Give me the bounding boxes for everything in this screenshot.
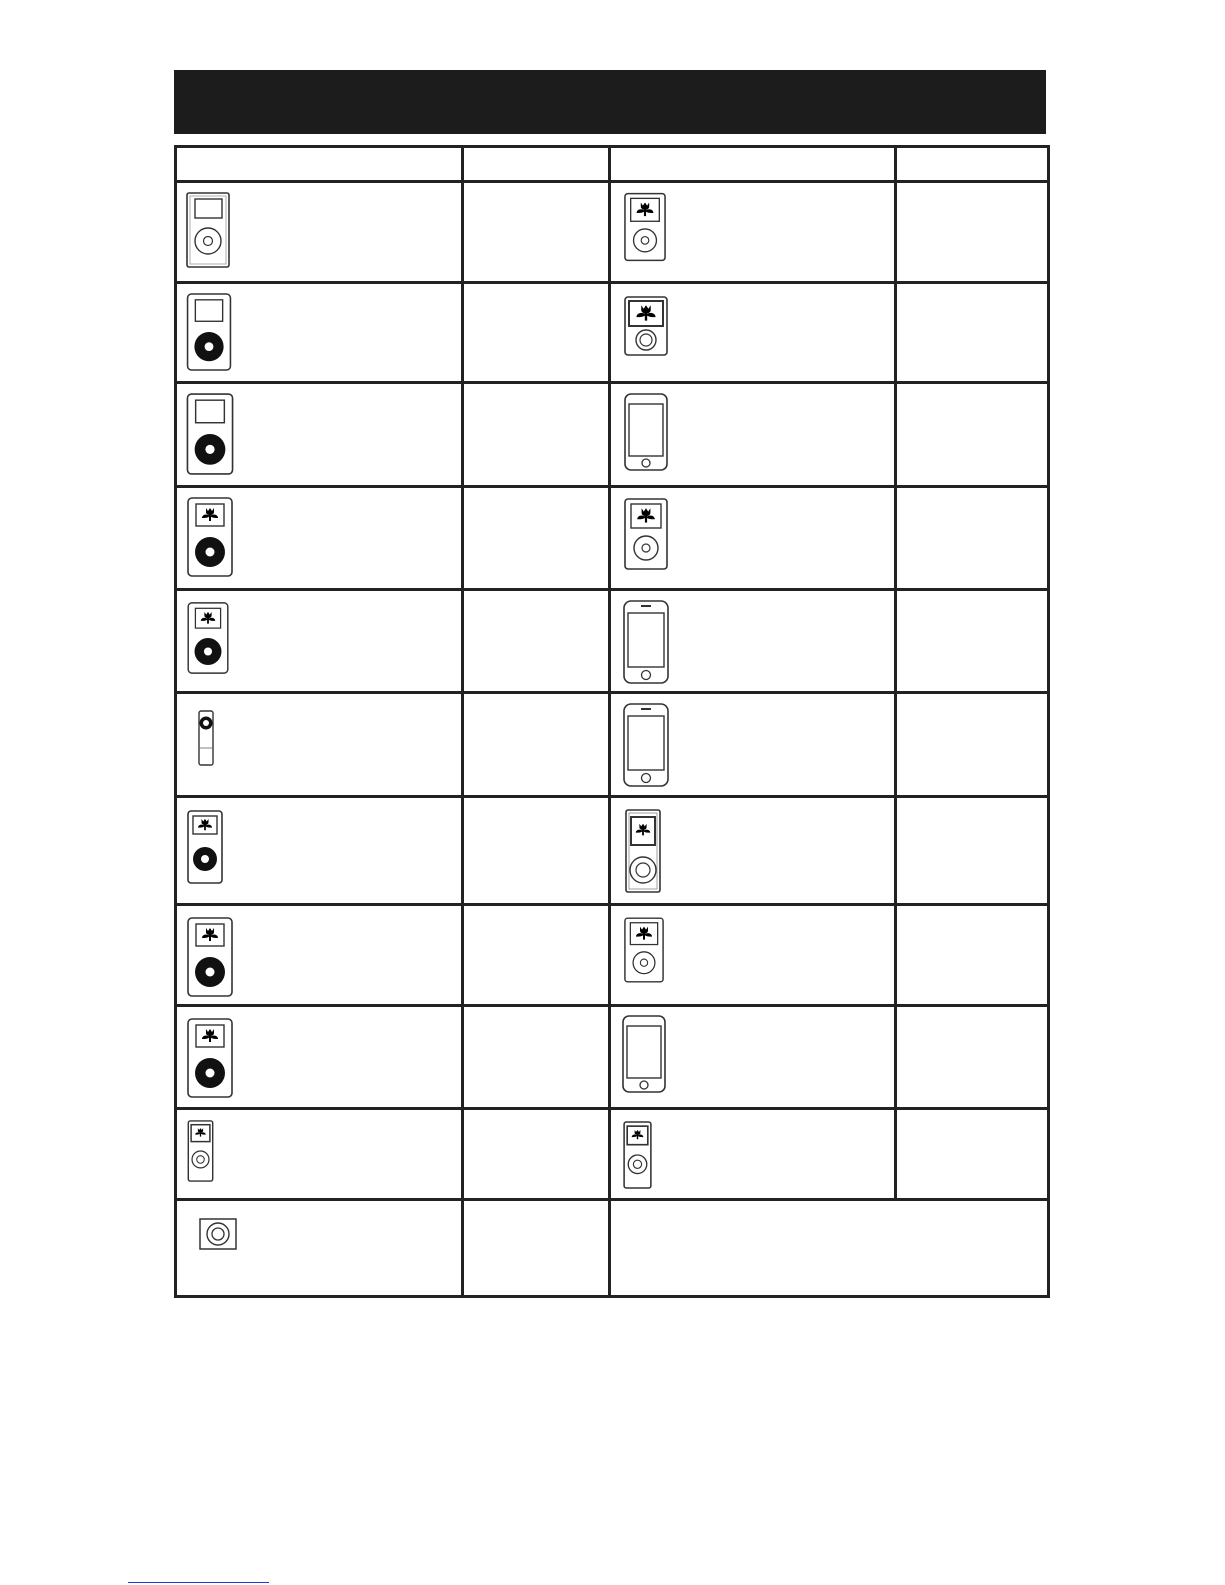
model-value bbox=[897, 591, 1047, 607]
table-row bbox=[176, 182, 1049, 283]
ipod-classic-black-wheel-icon bbox=[186, 293, 232, 371]
ipod-touch-icon bbox=[622, 1015, 666, 1093]
model-label bbox=[234, 1007, 250, 1023]
header-value-right bbox=[896, 147, 1049, 182]
header-label bbox=[897, 148, 1047, 164]
ipod-photo-black-wheel-icon bbox=[186, 497, 234, 577]
page-title-bar bbox=[174, 70, 1046, 134]
table-row bbox=[176, 797, 1049, 905]
model-label bbox=[237, 1201, 253, 1217]
model-label bbox=[668, 284, 684, 300]
model-value bbox=[897, 694, 1047, 710]
header-value-left bbox=[463, 147, 610, 182]
model-label bbox=[666, 1007, 682, 1023]
table-row bbox=[176, 487, 1049, 590]
model-label bbox=[664, 906, 680, 922]
model-label bbox=[214, 1110, 230, 1126]
model-value bbox=[897, 488, 1047, 504]
model-label bbox=[234, 384, 250, 400]
ipod-nano-flower-screen-icon bbox=[624, 917, 664, 983]
header-label bbox=[177, 148, 461, 164]
table-row bbox=[176, 283, 1049, 383]
model-label bbox=[669, 591, 685, 607]
ipod-nano-flower-screen-icon bbox=[624, 497, 668, 571]
header-model-left bbox=[176, 147, 463, 182]
table-row bbox=[176, 905, 1049, 1006]
ipod-nano-tall-flower-icon bbox=[625, 809, 661, 893]
table-row bbox=[176, 1200, 1049, 1297]
model-label bbox=[215, 694, 231, 710]
model-label bbox=[669, 694, 685, 710]
model-label bbox=[666, 183, 682, 199]
footer-link-underline bbox=[128, 1582, 269, 1583]
model-label bbox=[234, 488, 250, 504]
ipod-nano-square-flower-icon bbox=[624, 296, 668, 356]
model-label bbox=[223, 798, 239, 814]
model-value bbox=[897, 183, 1047, 199]
model-value bbox=[897, 1007, 1047, 1023]
table-row bbox=[176, 693, 1049, 797]
model-value bbox=[464, 591, 608, 607]
model-label bbox=[668, 488, 684, 504]
model-value bbox=[464, 284, 608, 300]
model-value bbox=[464, 384, 608, 400]
model-value bbox=[464, 488, 608, 504]
model-value bbox=[897, 798, 1047, 814]
ipod-nano-flower-screen-icon bbox=[624, 192, 666, 262]
ipod-photo-black-wheel-icon bbox=[186, 1018, 234, 1098]
ipod-touch-icon bbox=[624, 393, 668, 471]
model-value bbox=[897, 1110, 1047, 1126]
header-label bbox=[464, 148, 608, 164]
model-label bbox=[234, 906, 250, 922]
model-label bbox=[230, 183, 246, 199]
header-model-right bbox=[610, 147, 896, 182]
compatibility-table bbox=[174, 145, 1050, 1298]
table-row bbox=[176, 1109, 1049, 1200]
model-value bbox=[464, 906, 608, 922]
table-header-row bbox=[176, 147, 1049, 182]
model-label bbox=[652, 1110, 668, 1126]
iphone-icon bbox=[623, 703, 669, 787]
iphone-icon bbox=[623, 600, 669, 684]
model-value bbox=[464, 798, 608, 814]
ipod-nano-small-icon bbox=[187, 1120, 214, 1182]
ipod-photo-black-wheel-icon bbox=[186, 602, 230, 674]
table-row bbox=[176, 1006, 1049, 1109]
model-label bbox=[668, 384, 684, 400]
table-row bbox=[176, 383, 1049, 487]
model-value bbox=[897, 384, 1047, 400]
table-row bbox=[176, 590, 1049, 693]
model-value bbox=[897, 906, 1047, 922]
merged-note-cell bbox=[611, 1201, 1047, 1217]
model-label bbox=[661, 798, 677, 814]
model-label bbox=[232, 284, 248, 300]
ipod-mini-photo-icon bbox=[187, 810, 223, 884]
ipod-classic-black-wheel-icon bbox=[186, 393, 234, 475]
ipod-shuffle-square-icon bbox=[199, 1218, 237, 1250]
model-value bbox=[464, 694, 608, 710]
model-value bbox=[464, 1201, 608, 1217]
ipod-nano-small-icon bbox=[623, 1121, 652, 1189]
model-value bbox=[464, 1110, 608, 1126]
header-label bbox=[611, 148, 894, 164]
model-value bbox=[897, 284, 1047, 300]
model-value bbox=[464, 183, 608, 199]
ipod-shuffle-icon bbox=[197, 710, 215, 766]
model-value bbox=[464, 1007, 608, 1023]
ipod-photo-black-wheel-icon bbox=[186, 917, 234, 997]
model-label bbox=[230, 591, 246, 607]
ipod-classic-white-wheel-icon bbox=[186, 192, 230, 268]
